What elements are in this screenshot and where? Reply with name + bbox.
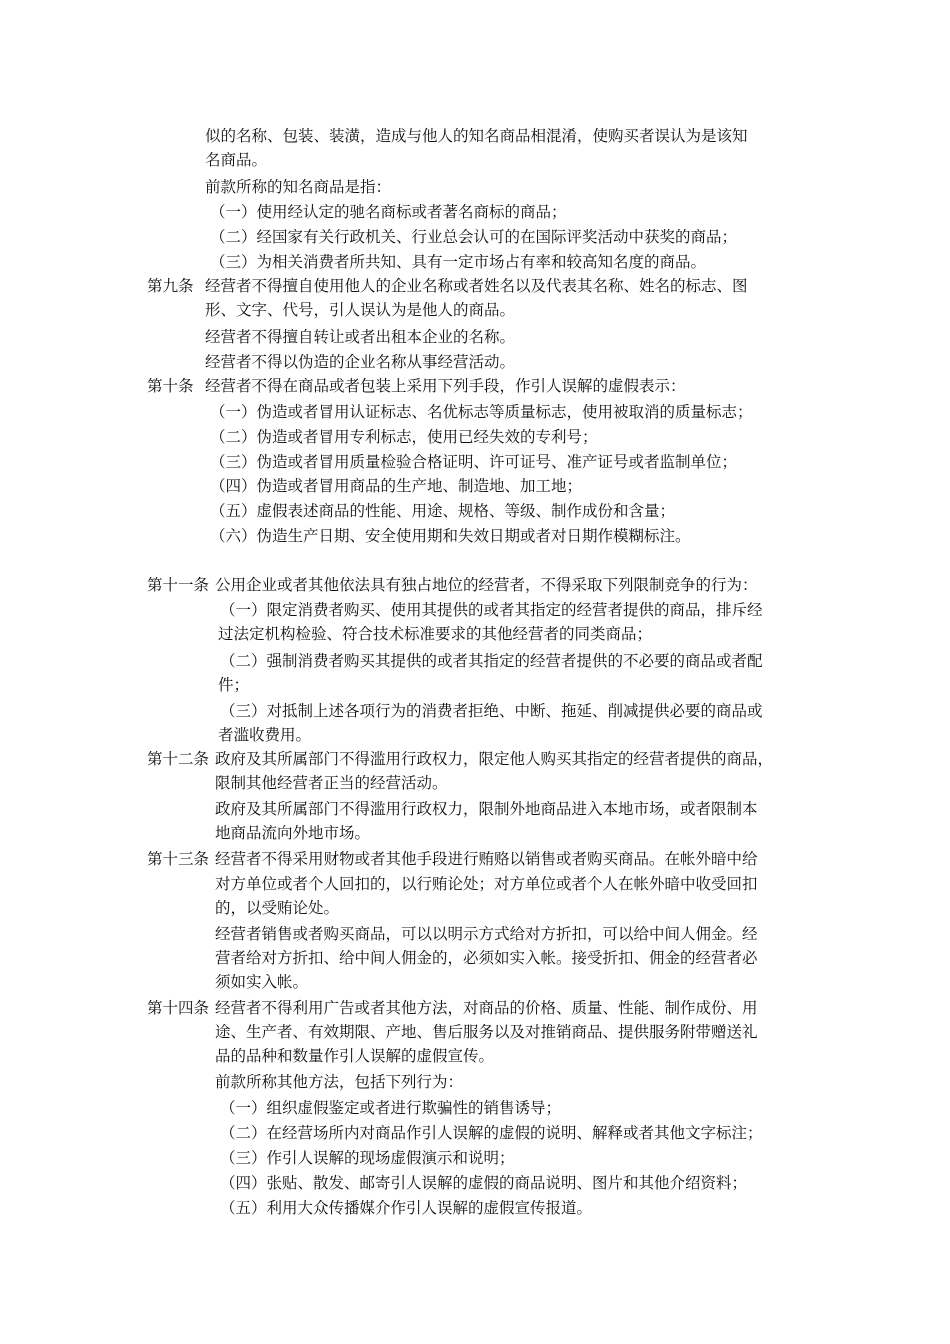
- list-item: （四）伪造或者冒用商品的生产地、制造地、加工地；: [210, 477, 583, 495]
- list-item: （一）使用经认定的驰名商标或者著名商标的商品；: [210, 203, 567, 221]
- list-item: （四）张贴、散发、邮寄引人误解的虚假的商品说明、图片和其他介绍资料；: [220, 1174, 748, 1192]
- list-item: （三）伪造或者冒用质量检验合格证明、许可证号、准产证号或者监制单位；: [210, 453, 738, 471]
- text-line: 似的名称、包装、装潢，造成与他人的知名商品相混淆，使购买者误认为是该知: [205, 127, 748, 145]
- article-label: 第十二条: [147, 750, 210, 768]
- text-line: 前款所称其他方法，包括下列行为：: [215, 1073, 464, 1091]
- list-item: （三）为相关消费者所共知、具有一定市场占有率和较高知名度的商品。: [210, 253, 707, 271]
- text-line: 营者给对方折扣、给中间人佣金的，必须如实入帐。接受折扣、佣金的经营者必: [215, 949, 758, 967]
- list-item: （一）限定消费者购买、使用其提供的或者其指定的经营者提供的商品，排斥经: [220, 601, 763, 619]
- text-line: 经营者不得擅自转让或者出租本企业的名称。: [205, 328, 516, 346]
- text-line: 须如实入帐。: [215, 973, 309, 991]
- list-item: （二）强制消费者购买其提供的或者其指定的经营者提供的不必要的商品或者配: [220, 652, 763, 670]
- text-line: 的，以受贿论处。: [215, 899, 340, 917]
- list-item: （二）经国家有关行政机关、行业总会认可的在国际评奖活动中获奖的商品；: [210, 228, 738, 246]
- list-item: （一）组织虚假鉴定或者进行欺骗性的销售诱导；: [220, 1099, 562, 1117]
- text-line: 经营者不得擅自使用他人的企业名称或者姓名以及代表其名称、姓名的标志、图: [205, 277, 748, 295]
- text-line: 品的品种和数量作引人误解的虚假宣传。: [215, 1047, 495, 1065]
- list-item: 过法定机构检验、符合技术标准要求的其他经营者的同类商品；: [218, 625, 653, 643]
- list-item: （五）利用大众传播媒介作引人误解的虚假宣传报道。: [220, 1199, 593, 1217]
- article-label: 第十条: [147, 377, 194, 395]
- text-line: 公用企业或者其他依法具有独占地位的经营者，不得采取下列限制竞争的行为：: [215, 576, 758, 594]
- list-item: （六）伪造生产日期、安全使用期和失效日期或者对日期作模糊标注。: [210, 527, 691, 545]
- article-label: 第十一条: [147, 576, 210, 594]
- text-line: 地商品流向外地市场。: [215, 824, 371, 842]
- article-label: 第十三条: [147, 850, 210, 868]
- text-line: 经营者销售或者购买商品，可以以明示方式给对方折扣，可以给中间人佣金。经: [215, 925, 758, 943]
- text-line: 限制其他经营者正当的经营活动。: [215, 774, 448, 792]
- text-line: 前款所称的知名商品是指：: [205, 178, 392, 196]
- text-line: 政府及其所属部门不得滥用行政权力，限定他人购买其指定的经营者提供的商品，: [215, 750, 774, 768]
- text-line: 经营者不得采用财物或者其他手段进行贿赂以销售或者购买商品。在帐外暗中给: [215, 850, 758, 868]
- text-line: 对方单位或者个人回扣的，以行贿论处；对方单位或者个人在帐外暗中收受回扣: [215, 875, 758, 893]
- text-line: 经营者不得以伪造的企业名称从事经营活动。: [205, 353, 516, 371]
- list-item: （二）伪造或者冒用专利标志，使用已经失效的专利号；: [210, 428, 598, 446]
- text-line: 名商品。: [205, 151, 268, 169]
- text-line: 政府及其所属部门不得滥用行政权力，限制外地商品进入本地市场，或者限制本: [215, 800, 758, 818]
- list-item: 件；: [218, 676, 250, 694]
- article-label: 第九条: [147, 277, 194, 295]
- text-line: 经营者不得在商品或者包装上采用下列手段，作引人误解的虚假表示：: [205, 377, 686, 395]
- article-label: 第十四条: [147, 999, 210, 1017]
- text-line: 途、生产者、有效期限、产地、售后服务以及对推销商品、提供服务附带赠送礼: [215, 1023, 758, 1041]
- list-item: （二）在经营场所内对商品作引人误解的虚假的说明、解释或者其他文字标注；: [220, 1124, 763, 1142]
- text-line: 形、文字、代号，引人误认为是他人的商品。: [205, 301, 516, 319]
- text-line: 经营者不得利用广告或者其他方法，对商品的价格、质量、性能、制作成份、用: [215, 999, 758, 1017]
- list-item: （三）对抵制上述各项行为的消费者拒绝、中断、拖延、削减提供必要的商品或: [220, 702, 763, 720]
- list-item: （五）虚假表述商品的性能、用途、规格、等级、制作成份和含量；: [210, 502, 676, 520]
- list-item: （三）作引人误解的现场虚假演示和说明；: [220, 1149, 515, 1167]
- list-item: （一）伪造或者冒用认证标志、名优标志等质量标志，使用被取消的质量标志；: [210, 403, 753, 421]
- list-item: 者滥收费用。: [218, 726, 312, 744]
